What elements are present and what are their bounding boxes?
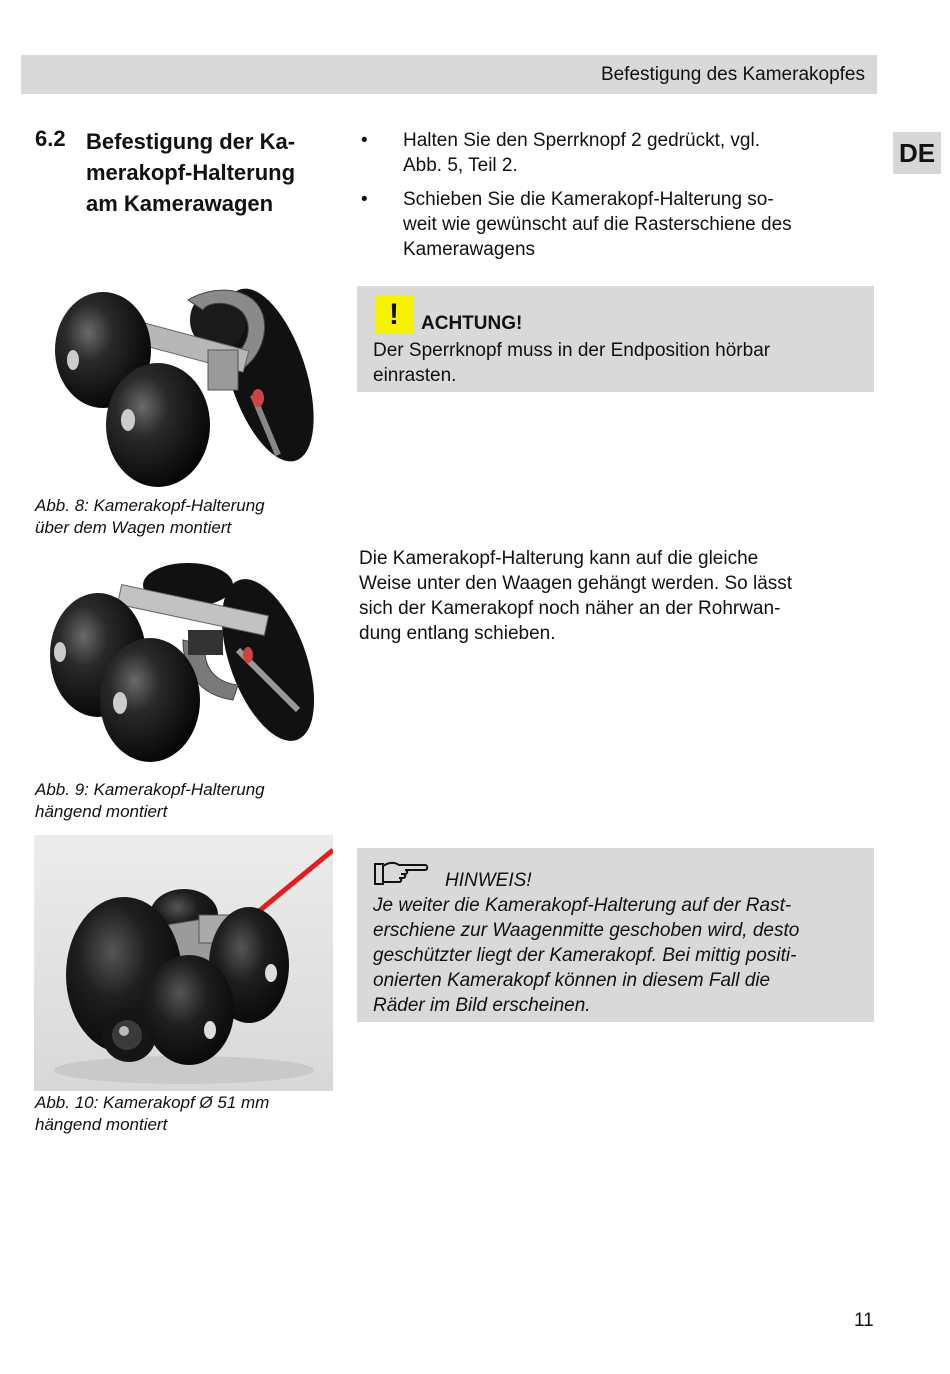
- hint-box: [357, 848, 874, 1022]
- hint-line: geschützter liegt der Kamerakopf. Bei mittig positi-: [373, 945, 797, 966]
- hint-title: HINWEIS!: [445, 870, 532, 891]
- instruction-line: Abb. 5, Teil 2.: [403, 155, 518, 176]
- bullet-marker: •: [361, 130, 368, 151]
- figure-10-image: [34, 835, 333, 1091]
- figure-9-image: [38, 560, 318, 770]
- section-number: 6.2: [35, 126, 66, 151]
- hint-line: Je weiter die Kamerakopf-Halterung auf der Rast-: [373, 895, 792, 916]
- header-title: Befestigung des Kamerakopfes: [600, 64, 865, 85]
- hint-line: Räder im Bild erscheinen.: [373, 995, 591, 1016]
- warning-line: Der Sperrknopf muss in der Endposition hörbar: [373, 340, 771, 361]
- warning-text: [373, 338, 863, 388]
- pointing-hand-icon: [373, 858, 429, 888]
- bullet-marker: •: [361, 189, 368, 210]
- figure-9-caption: [35, 779, 335, 823]
- figure-10-caption: [35, 1092, 335, 1136]
- exclamation-icon: !: [375, 295, 413, 333]
- caption-line: hängend montiert: [35, 1115, 168, 1134]
- caption-line: über dem Wagen montiert: [35, 518, 232, 537]
- caption-line: Abb. 8: Kamerakopf-Halterung: [35, 496, 265, 515]
- hint-line: erschiene zur Waagenmitte geschoben wird, desto: [373, 920, 800, 941]
- instruction-item: [359, 187, 879, 262]
- section-title-line: merakopf-Halterung: [86, 160, 296, 185]
- warning-title: ACHTUNG!: [421, 313, 523, 334]
- paragraph-line: Weise unter den Waagen gehängt werden. So lässt: [359, 573, 793, 594]
- language-tab: DE: [893, 132, 941, 174]
- paragraph-line: sich der Kamerakopf noch näher an der Rohrwan-: [359, 598, 781, 619]
- hint-text: [373, 893, 867, 1018]
- page-number: 11: [854, 1310, 874, 1331]
- instruction-line: Halten Sie den Sperrknopf 2 gedrückt, vgl.: [403, 130, 760, 151]
- instruction-list: [359, 128, 879, 271]
- caption-line: hängend montiert: [35, 802, 168, 821]
- paragraph-line: Die Kamerakopf-Halterung kann auf die gleiche: [359, 548, 759, 569]
- figure-8-image: [38, 280, 318, 490]
- figure-8-caption: [35, 495, 335, 539]
- section-title: [86, 126, 321, 219]
- warning-line: einrasten.: [373, 365, 457, 386]
- caption-line: Abb. 10: Kamerakopf Ø 51 mm: [35, 1093, 270, 1112]
- hint-line: onierten Kamerakopf können in diesem Fall die: [373, 970, 771, 991]
- header-bar: [21, 55, 877, 94]
- section-title-line: am Kamerawagen: [86, 191, 274, 216]
- section-title-line: Befestigung der Ka-: [86, 129, 296, 154]
- instruction-line: weit wie gewünscht auf die Rasterschiene des: [403, 214, 792, 235]
- body-paragraph: [359, 546, 864, 646]
- warning-box: [357, 286, 874, 392]
- paragraph-line: dung entlang schieben.: [359, 623, 556, 644]
- caption-line: Abb. 9: Kamerakopf-Halterung: [35, 780, 265, 799]
- instruction-line: Kamerawagens: [403, 239, 536, 260]
- instruction-item: [359, 128, 879, 178]
- instruction-line: Schieben Sie die Kamerakopf-Halterung so-: [403, 189, 774, 210]
